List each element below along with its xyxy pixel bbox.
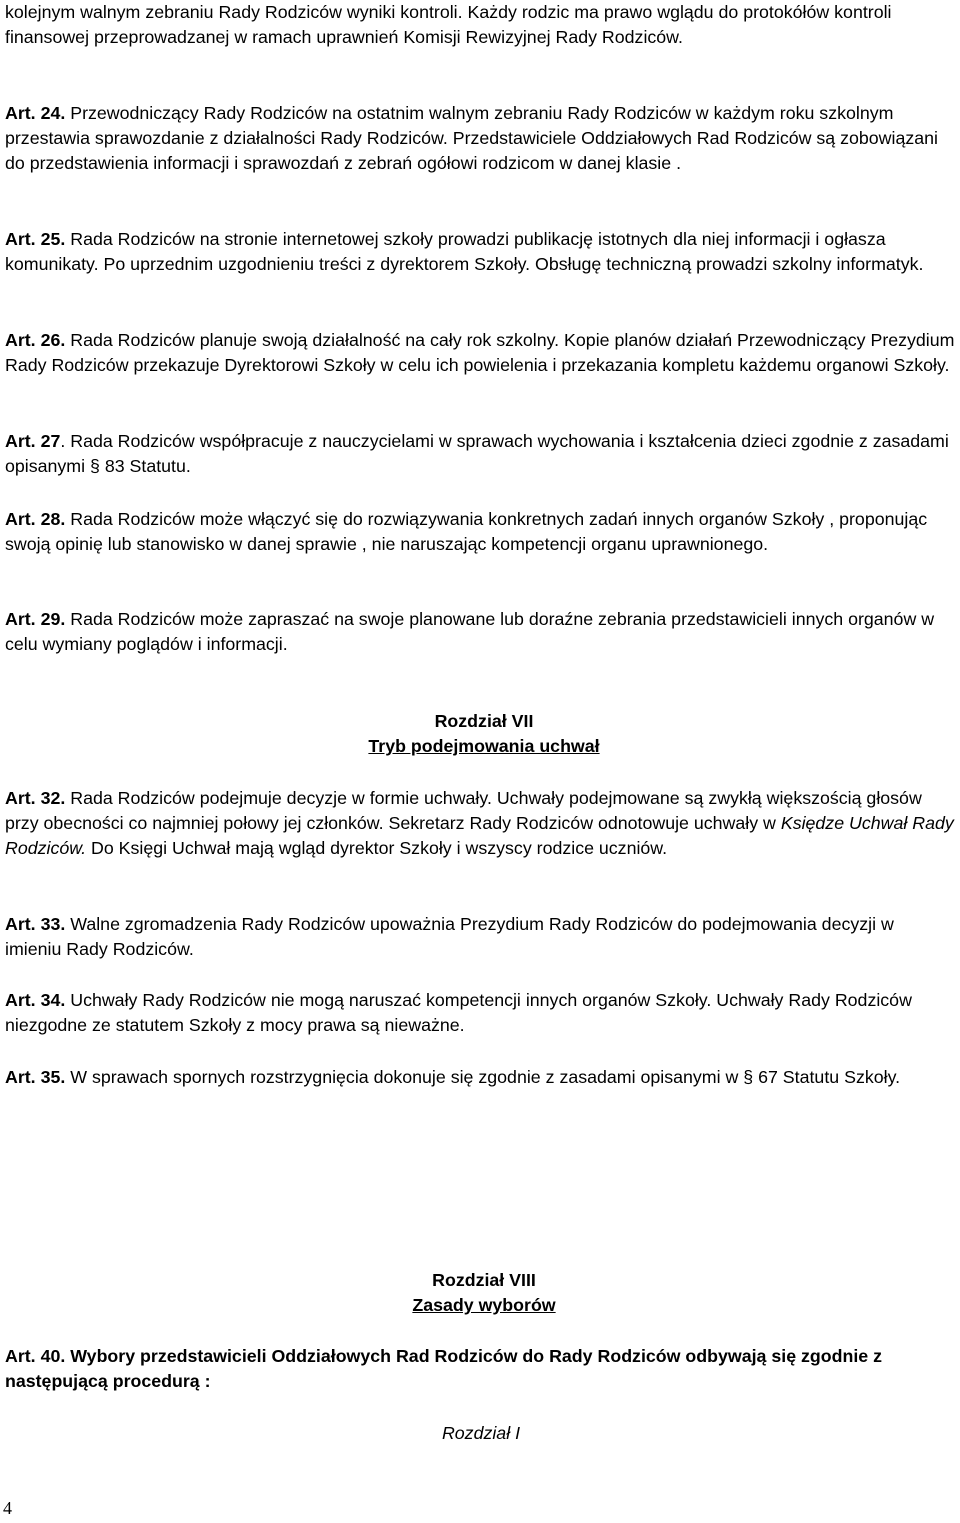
article-label: Art. 40. xyxy=(5,1346,66,1366)
chapter-number: Rozdział VII xyxy=(434,711,534,731)
subchapter-heading: Rozdział I xyxy=(441,1423,521,1443)
article-text: Rada Rodziców na stronie internetowej szkoły prowadzi publikację istotnych dla niej informacji i ogłasza komunikaty. Po uprzednim uzgodnieniu treści z dyrektorem Szkoły. Obsługę techniczną prowadzi szkolny informatyk. xyxy=(5,229,924,274)
article-24 xyxy=(5,101,955,176)
chapter-title: Tryb podejmowania uchwał xyxy=(368,736,600,756)
chapter-heading xyxy=(0,709,960,759)
article-text: Uchwały Rady Rodziców nie mogą naruszać kompetencji innych organów Szkoły. Uchwały Rady Rodziców niezgodne ze statutem Szkoły z mocy prawa są nieważne. xyxy=(5,990,912,1035)
chapter-heading xyxy=(0,1268,960,1318)
article-25 xyxy=(5,227,955,277)
book-title: Księdze Uchwał Rady Rodziców. xyxy=(5,813,954,858)
article-text: W sprawach spornych rozstrzygnięcia dokonuje się zgodnie z zasadami opisanymi w § 67 Statutu Szkoły. xyxy=(65,1067,901,1087)
article-40 xyxy=(5,1344,955,1394)
article-text: Rada Rodziców może włączyć się do rozwiązywania konkretnych zadań innych organów Szkoły , proponując swoją opinię lub stanowisko w danej sprawie , nie naruszając kompetencji organu uprawnionego. xyxy=(5,509,928,554)
article-text: Do Księgi Uchwał mają wgląd dyrektor Szkoły i wszyscy rodzice uczniów. xyxy=(86,838,668,858)
article-28 xyxy=(5,507,955,557)
article-27 xyxy=(5,429,955,479)
paragraph-text: kolejnym walnym zebraniu Rady Rodziców wyniki kontroli. Każdy rodzic ma prawo wglądu do protokółów kontroli finansowej przeprowadzanej w ramach uprawnień Komisji Rewizyjnej Rady Rodziców. xyxy=(5,2,892,47)
article-text: Wybory przedstawicieli Oddziałowych Rad Rodziców do Rady Rodziców odbywają się zgodnie z następującą procedurą : xyxy=(5,1346,883,1391)
article-text: . Rada Rodziców współpracuje z nauczycielami w sprawach wychowania i kształcenia dzieci zgodnie z zasadami opisanymi § 83 Statutu. xyxy=(5,431,949,476)
article-label: Art. 35. xyxy=(5,1067,66,1087)
article-32 xyxy=(5,786,955,861)
article-text: Przewodniczący Rady Rodziców na ostatnim walnym zebraniu Rady Rodziców w każdym roku szkolnym przestawia sprawozdanie z działalności Rady Rodziców. Przedstawiciele Oddziałowych Rad Rodziców są zobowiązani do przedstawienia informacji i sprawozdań z zebrań ogółowi rodzicom w danej klasie . xyxy=(5,103,938,173)
article-35 xyxy=(5,1065,955,1090)
article-label: Art. 27 xyxy=(5,431,61,451)
article-label: Art. 25. xyxy=(5,229,66,249)
article-text: Walne zgromadzenia Rady Rodziców upoważnia Prezydium Rady Rodziców do podejmowania decyzji w imieniu Rady Rodziców. xyxy=(5,914,894,959)
article-text: Rada Rodziców planuje swoją działalność na cały rok szkolny. Kopie planów działań Przewodniczący Prezydium Rady Rodziców przekazuje Dyrektorowi Szkoły w celu ich powielenia i przekazania kompletu każdemu organowi Szkoły. xyxy=(5,330,955,375)
article-33 xyxy=(5,912,955,962)
chapter-number: Rozdział VIII xyxy=(432,1270,536,1290)
article-label: Art. 29. xyxy=(5,609,66,629)
article-29 xyxy=(5,607,955,657)
page-number: 4 xyxy=(3,1498,12,1518)
article-label: Art. 26. xyxy=(5,330,66,350)
article-label: Art. 24. xyxy=(5,103,66,123)
article-26 xyxy=(5,328,955,378)
article-text: Rada Rodziców podejmuje decyzje w formie uchwały. Uchwały podejmowane są zwykłą większością głosów przy obecności co najmniej połowy jej członków. Sekretarz Rady Rodziców odnotowuje uchwały w xyxy=(5,788,922,833)
chapter-title: Zasady wyborów xyxy=(412,1295,556,1315)
article-label: Art. 34. xyxy=(5,990,66,1010)
article-34 xyxy=(5,988,955,1038)
article-text: Rada Rodziców może zapraszać na swoje planowane lub doraźne zebrania przedstawicieli innych organów w celu wymiany poglądów i informacji. xyxy=(5,609,935,654)
article-label: Art. 28. xyxy=(5,509,66,529)
paragraph-continuation xyxy=(5,0,955,50)
article-label: Art. 33. xyxy=(5,914,66,934)
article-label: Art. 32. xyxy=(5,788,66,808)
